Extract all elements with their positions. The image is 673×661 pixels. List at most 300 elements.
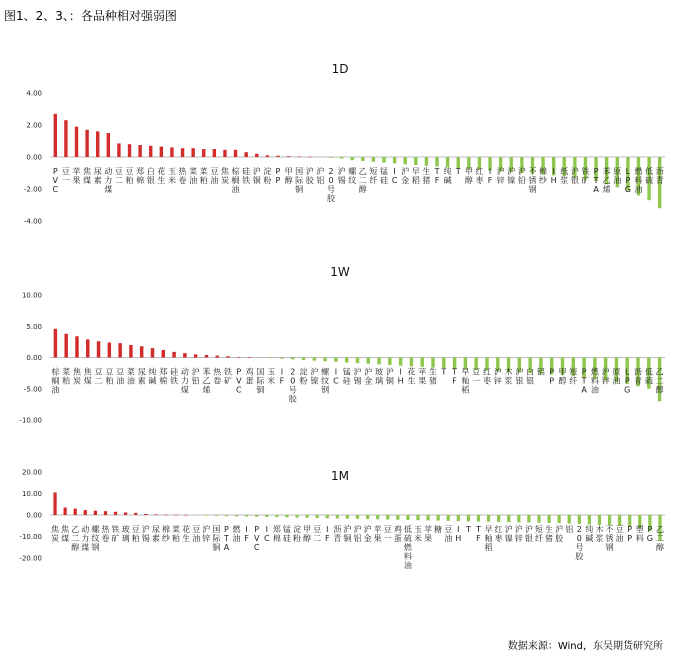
bar [280,358,283,359]
category-label: 纯碱 [443,167,452,185]
bar [291,358,294,360]
bar [160,147,163,157]
bar [64,507,67,515]
bar [75,127,78,157]
y-tick-label: 0.00 [26,354,42,362]
category-label: P P [549,367,555,386]
category-label: 沪铅 [517,167,526,185]
y-tick-label: 2.00 [26,121,42,130]
bar [437,515,440,521]
bar [382,157,385,163]
bar [74,509,77,515]
bar [351,157,354,160]
bar [346,515,349,519]
bar [194,354,197,357]
category-label: T [455,167,461,176]
bar [129,345,132,358]
category-label: 燃料油 [634,167,643,194]
category-label: 棕榈油 [231,167,240,194]
category-label: 低硫 [645,167,654,185]
bar [134,513,137,515]
bar [215,515,218,516]
category-label: 花生 [182,525,191,543]
category-label: 2 0 号胶 [326,167,335,203]
category-label: 菜油 [189,167,198,185]
bar [537,515,540,523]
category-label: 燃料油 [590,367,599,395]
category-label: T [465,525,471,534]
category-label: I H [397,367,404,386]
bar [308,157,311,158]
bar [205,515,208,516]
category-label: 沪胶 [305,167,314,185]
category-label: 沪银 [524,525,533,543]
category-label: 不锈钢 [605,525,614,552]
y-tick-label: -20.00 [19,554,42,563]
bar [245,515,248,517]
bar [216,356,219,358]
bar [183,353,186,357]
bar [184,515,187,516]
bar [608,515,611,525]
bar [517,515,520,522]
category-label: 鸡蛋 [245,367,254,386]
category-label: 糖 [434,525,443,534]
bar [435,157,438,167]
category-label: 木浆 [504,367,513,386]
category-label: 玻璃 [121,525,130,543]
bar [235,515,238,516]
bar [598,515,601,525]
chart-title: 1W [330,265,350,279]
category-label: 豆油 [444,525,453,543]
category-label: P T A [223,525,230,552]
category-label: T F [476,525,481,543]
bar [164,515,167,516]
bar [172,352,175,358]
category-label: 豆油 [210,167,219,185]
category-label: 沪铜 [343,525,352,543]
bar [114,512,117,515]
category-label: 沪镍 [310,367,319,386]
bar [396,515,399,520]
y-tick-label: 10.00 [21,291,42,300]
y-tick-label: -10.00 [19,416,42,425]
category-label: I C [263,525,270,543]
bar [138,145,141,157]
page-heading: 图1、2、3、：各品种相对强弱图 [4,9,177,23]
bar [255,154,258,157]
category-label: 沪银 [570,167,579,185]
bar [388,358,391,366]
category-label: 国际铜 [256,367,265,395]
category-label: 早籼稻 [484,525,493,552]
category-label: 沪金 [401,167,410,185]
category-label: 豆二 [114,167,123,185]
category-label: 乙二醇 [71,525,80,552]
bar [497,515,500,522]
category-label: 白银 [146,167,155,185]
category-label: 苹果 [424,525,433,543]
category-label: 焦炭 [72,367,81,386]
category-label: 沪镍 [507,167,516,185]
bar [414,157,417,165]
category-label: 沪胶 [555,525,564,543]
category-label: 淀粉 [263,167,272,185]
category-label: 甲醇 [303,525,312,543]
category-label: 甲醇 [284,167,293,185]
bar [248,357,251,358]
category-label: 纯碱 [585,525,594,543]
category-label: 早稻 [411,167,420,185]
category-label: P T A [581,367,587,395]
bar [467,515,470,521]
bar [107,133,110,157]
category-label: 菜粕 [172,525,181,543]
category-label: 棉纱 [161,525,170,543]
category-label: 沪锌 [601,367,610,386]
bar [151,348,154,357]
bar [305,515,308,518]
category-label: 苹果 [72,167,81,185]
category-label: 棉纱 [539,167,548,185]
category-label: 铁矿 [224,367,233,386]
bar [336,515,339,518]
category-label: 乙二醇 [655,367,664,395]
data-source-note: 数据来源：Wind，东吴期货研究所 [507,641,663,652]
category-label: 乙二醇 [358,167,367,194]
bar [144,514,147,515]
category-label: 沪铝 [353,525,362,543]
bar [162,350,165,358]
category-label: 燃油 [232,525,241,543]
bar [96,131,99,157]
category-label: 沪锌 [493,367,502,386]
category-label: 苯乙烯 [602,167,611,194]
y-tick-label: 4.00 [26,89,42,98]
category-label: T F [434,167,440,185]
bar [399,358,402,366]
category-label: 尿素 [93,167,102,185]
bar [84,510,87,515]
bar [377,358,380,365]
y-tick-label: 0.00 [26,153,42,162]
category-label: 红枣 [475,167,484,185]
category-label: 短纤 [369,167,378,185]
category-label: 苹果 [418,367,427,386]
bar [276,156,279,157]
bar [54,114,57,157]
category-label: 铝 [565,525,574,534]
category-label: 尿素 [151,525,160,543]
category-label: 低硫 [644,367,653,386]
category-label: 豆粕 [105,367,114,386]
bar [86,339,89,357]
category-label: 锰硅 [282,525,291,543]
bar [431,358,434,368]
y-tick-label: 5.00 [26,322,42,331]
category-label: 生猪 [429,367,438,386]
category-label: 焦炭 [220,167,229,185]
category-label: 2 0 号胶 [575,525,584,561]
category-label: 乙二醇 [655,525,664,552]
bar [295,515,298,518]
category-label: 玻璃 [375,367,384,386]
category-label: P P [275,167,281,185]
bar [140,346,143,357]
category-label: 豆油 [615,525,624,543]
bar [237,357,240,358]
bar [367,358,370,364]
bar [191,148,194,157]
category-label: 豆粕 [125,167,134,185]
category-label: 沪铅 [191,367,200,386]
bar [416,515,419,520]
bar [97,341,100,357]
category-label: 螺纹 [348,167,357,185]
bar [386,515,389,520]
category-label: L P G [624,367,631,395]
bar [104,511,107,515]
category-label: 热卷 [178,167,187,185]
bar [425,157,428,166]
bar [275,515,278,517]
category-label: 沪金 [363,525,372,543]
bar [128,144,131,157]
bar [85,130,88,157]
bar [326,515,329,518]
category-label: 沪锌 [514,525,523,543]
category-label: I F [244,525,249,543]
category-label: I H [455,525,462,543]
category-label: 国际铜 [295,167,304,194]
category-label: I C [391,167,398,185]
category-label: 沪锡 [337,167,346,185]
category-label: 红枣 [494,525,503,543]
bar [297,157,300,158]
category-label: 沪锌 [496,167,505,185]
bar [507,515,510,522]
bar [149,146,152,157]
category-label: 沪锡 [353,367,362,386]
chart-1d [0,55,673,255]
category-label: 螺纹钢 [91,525,100,552]
category-label: 焦煤 [83,167,92,185]
bar [75,336,78,357]
category-label: 豆油 [116,367,125,386]
category-label: 玉米 [167,167,176,185]
bar [64,334,67,358]
category-label: 热卷 [213,367,222,386]
category-label: 动力煤 [180,367,189,395]
category-label: P P [627,525,633,543]
bar [266,155,269,157]
bar [117,143,120,157]
bar [334,358,337,362]
category-label: 郑棉 [136,167,145,185]
category-label: I H [550,167,557,185]
bar [376,515,379,519]
bar [213,149,216,157]
bar [356,515,359,519]
bar [226,356,229,357]
bar [255,515,258,517]
y-tick-label: 20.00 [21,468,42,477]
category-label: 豆粕 [131,525,140,543]
category-label: L P G [624,167,631,194]
bar [457,515,460,521]
category-label: I F [487,167,493,185]
bar [205,355,208,358]
category-label: 红枣 [482,367,491,386]
category-label: 原油 [613,167,622,185]
category-label: P V C [52,167,59,194]
bar [406,515,409,520]
y-tick-label: -5.00 [23,385,42,394]
category-label: 豆一 [61,167,70,185]
category-label: 铁矿 [111,525,120,543]
category-label: 尿素 [137,367,146,386]
category-label: 生猪 [545,525,554,543]
category-label: 菜粕 [62,367,71,386]
category-label: 沪铜 [252,167,261,185]
category-label: 塑料 [635,525,644,543]
category-label: 原油 [612,367,621,386]
bar [487,515,490,522]
bar [447,515,450,521]
bar [345,358,348,363]
bar [64,120,67,157]
bar [578,515,581,524]
bar [174,515,177,516]
category-label: P T A [593,167,599,194]
category-label: 国际铜 [212,525,221,552]
category-label: 螺纹钢 [321,367,330,395]
category-label: 沪锡 [141,525,150,543]
bar [202,149,205,157]
category-label: P G [646,525,653,543]
category-label: 锰硅 [342,367,351,386]
category-label: 豆一 [472,367,481,386]
category-label: 热卷 [101,525,110,543]
category-label: 豆油 [192,525,201,543]
bar [244,152,247,157]
chart-title: 1D [331,62,349,76]
category-label: 沪铜 [385,367,394,386]
bar [181,148,184,157]
category-label: 白银 [526,367,535,386]
category-label: 焦煤 [83,367,92,386]
category-label: 动力煤 [81,525,90,552]
bar [547,515,550,523]
bar [366,515,369,519]
y-tick-label: 10.00 [21,490,42,498]
category-label: 焦炭 [51,525,60,543]
category-label: 纯碱 [148,367,157,386]
category-label: 短纤 [569,367,578,386]
category-label: 生猪 [422,167,431,185]
category-label: P V C [253,525,260,552]
chart-1w [0,262,673,440]
y-tick-label: -2.00 [23,185,42,194]
category-label: 淀粉 [299,367,308,386]
category-label: 郑棉 [159,367,168,386]
category-label: T [441,367,447,377]
category-label: I C [333,367,339,386]
bar [302,358,305,361]
bar [269,358,272,359]
bar [170,147,173,157]
bar [225,515,228,516]
y-tick-label: -4.00 [23,217,42,226]
category-label: 铁矿 [581,167,590,185]
category-label: 鸡蛋 [393,525,402,543]
category-label: 锰硅 [380,167,389,185]
chart-title: 1M [331,469,349,483]
bar [316,515,319,518]
bar [446,157,449,167]
category-label: 硅铁 [170,367,179,386]
category-label: 棕榈油 [51,367,60,395]
bar [588,515,591,524]
bar [94,511,97,515]
category-label: 沪金 [364,367,373,386]
category-label: 豆二 [94,367,103,386]
bar [477,515,480,521]
category-label: 苯乙烯 [202,367,211,395]
category-label: 玉米 [413,525,422,543]
category-label: 苹果 [373,525,382,543]
y-tick-label: -10.00 [19,533,42,541]
bar [568,515,571,524]
category-label: 纸浆 [560,167,569,185]
category-label: 沥青 [655,167,664,185]
category-label: 沪镍 [504,525,513,543]
category-label: P V C [236,367,242,395]
bar [265,515,268,517]
category-label: 沪锌 [202,525,211,543]
category-label: 花生 [157,167,166,185]
bar [53,492,56,515]
bar [124,512,127,515]
category-label: 焦煤 [61,525,70,543]
category-label: 沥青 [333,525,342,543]
category-label: 豆一 [383,525,392,543]
bar [527,515,530,523]
category-label: 沪铝 [316,167,325,185]
category-label: 早籼稻 [461,367,470,395]
category-label: 硅铁 [242,167,251,185]
category-label: 郑棉 [272,525,281,543]
category-label: T F [452,367,458,386]
bar [323,358,326,362]
bar [54,329,57,358]
category-label: 动力煤 [104,167,113,194]
bar [558,515,561,523]
bar [313,358,316,361]
bar [393,157,396,163]
bar [223,150,226,157]
bar [356,358,359,364]
bar [108,343,111,358]
y-tick-label: 0.00 [26,511,42,520]
bar [361,157,364,161]
category-label: 菜粕 [199,167,208,185]
category-label: 豆二 [313,525,322,543]
bar [421,358,424,367]
category-label: 低硫燃料油 [403,525,412,570]
category-label: 铝 [536,367,545,377]
